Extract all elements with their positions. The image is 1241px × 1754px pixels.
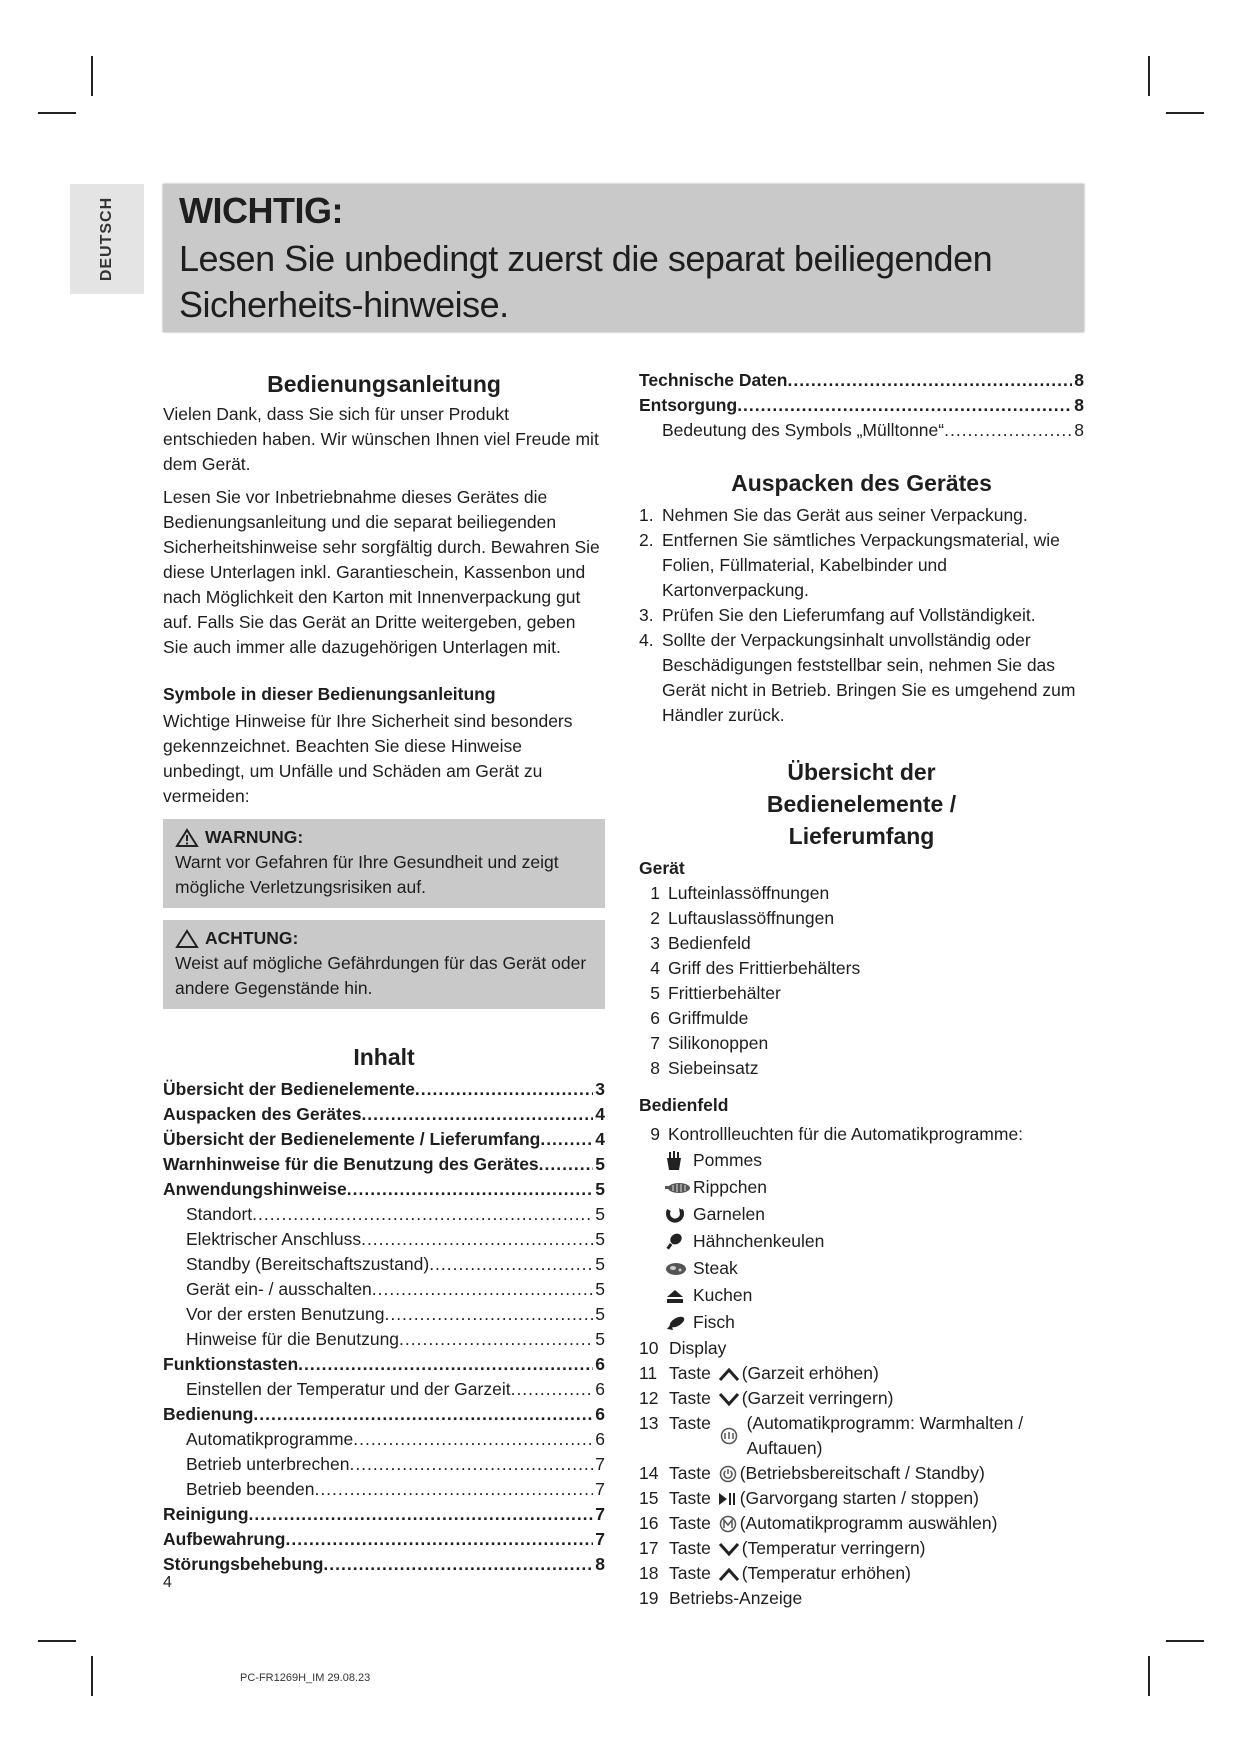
- caution-box: [163, 920, 605, 1009]
- chevron-down-icon: [718, 1536, 740, 1561]
- toc-entry[interactable]: Funktionstasten ..... 6: [163, 1352, 605, 1377]
- list-item: 4 Griff des Frittierbehälters: [650, 958, 861, 978]
- toc-entry[interactable]: Auspacken des Gerätes ..... 4: [163, 1102, 605, 1127]
- toc-entry[interactable]: Technische Daten ..... 8: [639, 368, 1084, 393]
- crop-mark: [38, 1640, 76, 1642]
- crop-mark: [1148, 1656, 1150, 1696]
- toc-subentry[interactable]: Bedeutung des Symbols „Mülltonne“ ..... 8: [639, 418, 1084, 443]
- caution-triangle-icon: [175, 929, 199, 949]
- program-item: Rippchen: [639, 1174, 1084, 1201]
- bedienfeld-heading: Bedienfeld: [639, 1095, 729, 1115]
- intro-paragraph-1: Vielen Dank, dass Sie sich für unser Produkt entschieden haben. Wir wünschen Ihnen viel Freude mit dem Gerät.: [163, 404, 599, 474]
- list-item: 1 Lufteinlassöffnungen: [650, 883, 830, 903]
- chevron-up-icon: [718, 1561, 740, 1586]
- crop-mark: [1148, 56, 1150, 96]
- caution-title: ACHTUNG:: [205, 928, 299, 948]
- right-column: [639, 368, 1084, 1611]
- language-tab-label: DEUTSCH: [98, 196, 115, 282]
- key-item: 13 Taste (Automatikprogramm: Warmhalten / Auftauen): [639, 1411, 1084, 1461]
- key-item: 18 Taste (Temperatur erhöhen): [639, 1561, 1084, 1586]
- toc-entry[interactable]: Aufbewahrung ..... 7: [163, 1527, 605, 1552]
- banner-text: Lesen Sie unbedingt zuerst die separat beiliegenden Sicherheits-hinweise.: [179, 238, 993, 325]
- toc-subentry[interactable]: Standby (Bereitschaftszustand) ..... 5: [163, 1252, 605, 1277]
- footer-code: PC-FR1269H_IM 29.08.23: [240, 1672, 371, 1684]
- toc-subentry[interactable]: Automatikprogramme ..... 6: [163, 1427, 605, 1452]
- symbols-heading: Symbole in dieser Bedienungsanleitung: [163, 684, 496, 704]
- warning-box: [163, 819, 605, 908]
- steak-icon: [665, 1258, 693, 1280]
- important-banner: [163, 184, 1084, 332]
- list-item: 7 Silikonoppen: [650, 1033, 769, 1053]
- list-item: 10 Display: [639, 1338, 727, 1358]
- symbols-text: Wichtige Hinweise für Ihre Sicherheit sind besonders gekennzeichnet. Beachten Sie diese Hinweise unbedingt, um Unfälle und Schäden am Gerät zu vermeiden:: [163, 711, 573, 806]
- program-item: Garnelen: [639, 1201, 1084, 1228]
- list-item: 8 Siebeinsatz: [650, 1058, 759, 1078]
- program-item: Pommes: [639, 1147, 1084, 1174]
- language-tab: [70, 184, 144, 294]
- toc-entry[interactable]: Reinigung ..... 7: [163, 1502, 605, 1527]
- geraet-list: [639, 881, 1084, 1081]
- toc-entry[interactable]: Übersicht der Bedienelemente ..... 3: [163, 1077, 605, 1102]
- warning-triangle-icon: [175, 828, 199, 848]
- toc-entry[interactable]: Störungsbehebung ..... 8: [163, 1552, 605, 1577]
- list-item: 3 Bedienfeld: [650, 933, 751, 953]
- toc-subentry[interactable]: Vor der ersten Benutzung ..... 5: [163, 1302, 605, 1327]
- left-column: [163, 368, 605, 1577]
- toc-subentry[interactable]: Betrieb unterbrechen ..... 7: [163, 1452, 605, 1477]
- toc-subentry[interactable]: Standort ..... 5: [163, 1202, 605, 1227]
- power-icon: [718, 1461, 738, 1486]
- caution-text: Weist auf mögliche Gefährdungen für das Gerät oder andere Gegenstände hin.: [175, 953, 587, 998]
- list-item: 6 Griffmulde: [650, 1008, 749, 1028]
- list-item: 19 Betriebs-Anzeige: [639, 1588, 803, 1608]
- program-item: Fisch: [639, 1309, 1084, 1336]
- program-list: [639, 1147, 1084, 1336]
- intro-heading: Bedienungsanleitung: [267, 371, 501, 397]
- crop-mark: [1166, 1640, 1204, 1642]
- program-item: Steak: [639, 1255, 1084, 1282]
- cake-icon: [665, 1285, 693, 1307]
- crop-mark: [91, 1656, 93, 1696]
- toc-subentry[interactable]: Elektrischer Anschluss ..... 5: [163, 1227, 605, 1252]
- toc-entry[interactable]: Bedienung ..... 6: [163, 1402, 605, 1427]
- toc-entry[interactable]: Anwendungshinweise ..... 5: [163, 1177, 605, 1202]
- crop-mark: [38, 112, 76, 114]
- program-item: Kuchen: [639, 1282, 1084, 1309]
- crop-mark: [1166, 112, 1204, 114]
- list-item: 2 Luftauslassöffnungen: [650, 908, 835, 928]
- banner-title: WICHTIG:: [179, 190, 343, 231]
- page-number: 4: [163, 1574, 172, 1591]
- key-item: 16 Taste (Automatikprogramm auswählen): [639, 1511, 1084, 1536]
- chevron-up-icon: [718, 1361, 740, 1386]
- list-item: 2. Entfernen Sie sämtliches Verpackungsmaterial, wie Folien, Füllmaterial, Kabelbinder und Kartonverpackung.: [639, 530, 1060, 600]
- toc-subentry[interactable]: Einstellen der Temperatur und der Garzeit ..... 6: [163, 1377, 605, 1402]
- fish-icon: [665, 1312, 693, 1334]
- unpack-heading: Auspacken des Gerätes: [731, 470, 992, 496]
- key-item: 17 Taste (Temperatur verringern): [639, 1536, 1084, 1561]
- key-item: 12 Taste (Garzeit verringern): [639, 1386, 1084, 1411]
- fries-icon: [665, 1150, 693, 1172]
- list-item: 1. Nehmen Sie das Gerät aus seiner Verpackung.: [639, 505, 1028, 525]
- play-pause-icon: [718, 1486, 738, 1511]
- crop-mark: [91, 56, 93, 96]
- list-item: 5 Frittierbehälter: [650, 983, 781, 1003]
- key-item: 15 Taste (Garvorgang starten / stoppen): [639, 1486, 1084, 1511]
- toc-entry[interactable]: Warnhinweise für die Benutzung des Gerätes ..... 5: [163, 1152, 605, 1177]
- program-item: Hähnchenkeulen: [639, 1228, 1084, 1255]
- warning-title: WARNUNG:: [205, 827, 304, 847]
- toc-subentry[interactable]: Betrieb beenden ..... 7: [163, 1477, 605, 1502]
- intro-paragraph-2: Lesen Sie vor Inbetriebnahme dieses Gerätes die Bedienungsanleitung und die separat beiliegenden Sicherheitshinweise sehr sorgfältig durch. Bewahren Sie diese Unterlagen inkl. Garantieschein, Kassenbon und nach Möglichkeit den Karton mit Innenverpackung gut auf. Falls Sie das Gerät an Dritte weitergeben, geben Sie auch immer alle dazugehörigen Unterlagen mit.: [163, 487, 600, 657]
- keep-warm-defrost-icon: [718, 1411, 740, 1461]
- toc-subentry[interactable]: Gerät ein- / ausschalten ..... 5: [163, 1277, 605, 1302]
- overview-heading: Übersicht der Bedienelemente / Lieferumfang: [766, 759, 957, 849]
- menu-m-icon: [718, 1511, 738, 1536]
- toc-entry[interactable]: Entsorgung ..... 8: [639, 393, 1084, 418]
- list-item: 9 Kontrollleuchten für die Automatikprogramme:: [650, 1124, 1024, 1144]
- warning-text: Warnt vor Gefahren für Ihre Gesundheit und zeigt mögliche Verletzungsrisiken auf.: [175, 852, 559, 897]
- chicken-leg-icon: [665, 1231, 693, 1253]
- list-item: 4. Sollte der Verpackungsinhalt unvollständig oder Beschädigungen feststellbar sein, nehmen Sie das Gerät nicht in Betrieb. Bringen Sie es umgehend zum Händler zurück.: [639, 630, 1076, 725]
- shrimp-icon: [665, 1204, 693, 1226]
- unpack-steps: [639, 503, 1084, 728]
- geraet-heading: Gerät: [639, 858, 685, 878]
- key-item: 14 Taste (Betriebsbereitschaft / Standby): [639, 1461, 1084, 1486]
- toc-subentry[interactable]: Hinweise für die Benutzung ..... 5: [163, 1327, 605, 1352]
- toc-entry[interactable]: Übersicht der Bedienelemente / Lieferumfang ..... 4: [163, 1127, 605, 1152]
- chevron-down-icon: [718, 1386, 740, 1411]
- ribs-icon: [665, 1177, 693, 1199]
- list-item: 3. Prüfen Sie den Lieferumfang auf Vollständigkeit.: [639, 605, 1036, 625]
- toc-heading: Inhalt: [353, 1044, 415, 1070]
- key-item: 11 Taste (Garzeit erhöhen): [639, 1361, 1084, 1386]
